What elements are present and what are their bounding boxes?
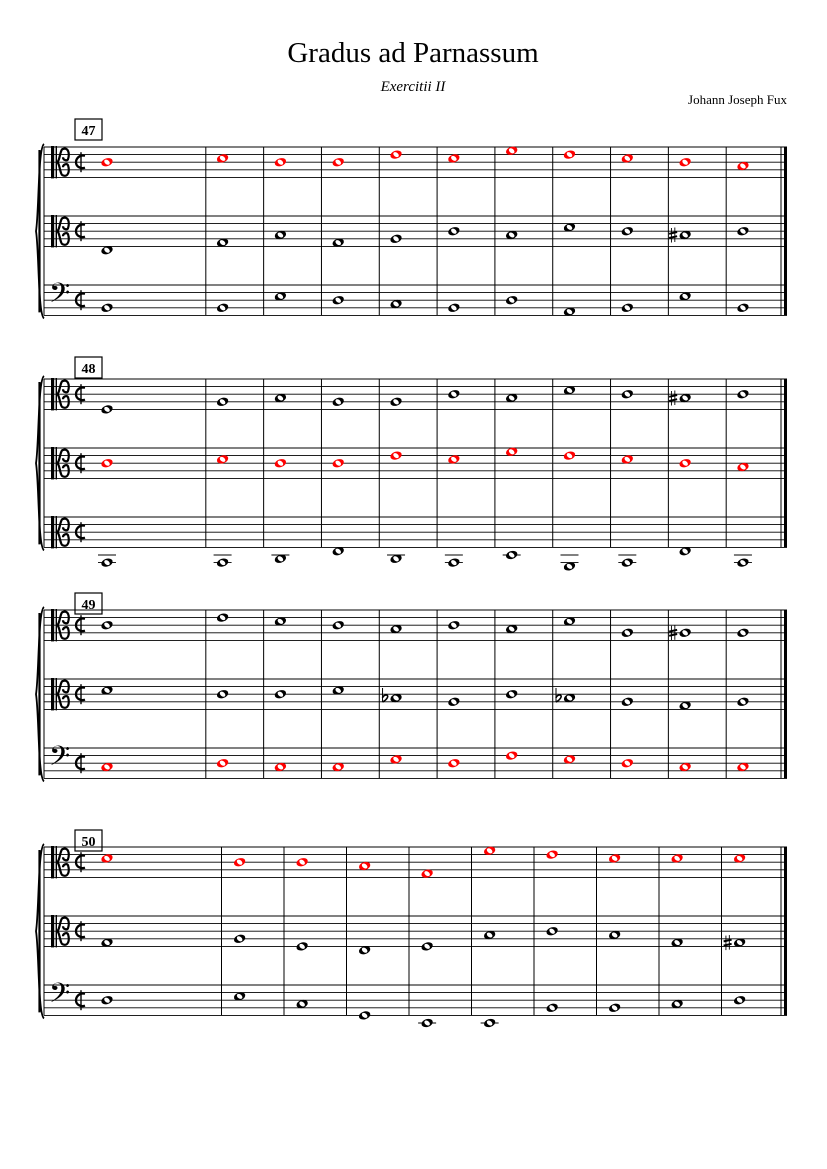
final-barline-thick bbox=[784, 147, 787, 315]
alto-staff bbox=[44, 915, 787, 956]
alto-staff bbox=[44, 446, 787, 479]
alto-clef-curve bbox=[57, 218, 69, 232]
alto-staff bbox=[44, 845, 787, 879]
measure-number: 47 bbox=[81, 124, 96, 139]
alto-clef-bar bbox=[56, 447, 57, 479]
measure-number: 48 bbox=[81, 362, 96, 377]
measure-number: 49 bbox=[81, 598, 96, 613]
alto-clef-bar bbox=[56, 146, 57, 178]
sharp-accidental bbox=[669, 391, 677, 406]
final-barline-thick bbox=[784, 379, 787, 547]
alto-clef-bar bbox=[56, 846, 57, 878]
alto-clef-curve bbox=[57, 149, 69, 163]
alto-clef-bar bbox=[51, 146, 54, 178]
measure-number-box bbox=[75, 357, 102, 378]
alto-clef-curve bbox=[57, 862, 69, 876]
sharp-accidental bbox=[669, 228, 677, 243]
alto-staff bbox=[44, 609, 787, 641]
alto-clef-bar bbox=[56, 516, 57, 548]
alto-clef-curve bbox=[57, 463, 69, 477]
bass-staff bbox=[44, 976, 787, 1028]
measure-number: 50 bbox=[81, 835, 96, 850]
alto-clef-bar bbox=[51, 678, 54, 710]
score-system bbox=[36, 119, 787, 318]
sharp-accidental bbox=[724, 935, 732, 950]
alto-staff bbox=[44, 215, 787, 256]
alto-clef-curve bbox=[57, 625, 69, 639]
alto-clef-bar bbox=[51, 846, 54, 878]
alto-clef-curve bbox=[57, 231, 69, 245]
bass-staff bbox=[44, 276, 787, 317]
alto-clef-bar bbox=[51, 516, 54, 548]
flat-accidental bbox=[383, 688, 388, 702]
score-subtitle: Exercitii II bbox=[380, 79, 446, 95]
alto-clef-curve bbox=[57, 694, 69, 708]
bass-clef: 𝄢 bbox=[49, 276, 71, 316]
alto-clef-curve bbox=[57, 849, 69, 863]
alto-clef-bar bbox=[51, 609, 54, 641]
score-systems bbox=[36, 119, 787, 1029]
alto-clef-bar bbox=[51, 447, 54, 479]
alto-clef-bar bbox=[51, 915, 54, 947]
alto-staff bbox=[44, 145, 787, 178]
alto-clef-bar bbox=[56, 678, 57, 710]
score-title: Gradus ad Parnassum bbox=[287, 37, 539, 69]
measure-number-box bbox=[75, 593, 102, 614]
final-barline-thick bbox=[784, 610, 787, 778]
alto-clef-curve bbox=[57, 381, 69, 395]
alto-clef-curve bbox=[57, 931, 69, 945]
alto-clef-curve bbox=[57, 532, 69, 546]
score-system bbox=[36, 593, 787, 781]
alto-clef-bar bbox=[51, 378, 54, 410]
alto-clef-bar bbox=[56, 915, 57, 947]
measure-number-box bbox=[75, 830, 102, 851]
alto-clef-curve bbox=[57, 162, 69, 176]
alto-staff bbox=[44, 516, 787, 572]
alto-clef-curve bbox=[57, 681, 69, 695]
alto-staff bbox=[44, 378, 787, 415]
alto-clef-curve bbox=[57, 519, 69, 533]
bass-staff bbox=[44, 739, 787, 778]
bass-clef: 𝄢 bbox=[49, 976, 71, 1016]
flat-accidental bbox=[556, 688, 561, 702]
alto-clef-curve bbox=[57, 918, 69, 932]
bass-clef: 𝄢 bbox=[49, 739, 71, 779]
score-system bbox=[36, 357, 787, 572]
alto-clef-curve bbox=[57, 612, 69, 626]
alto-clef-bar bbox=[51, 215, 54, 247]
score-system bbox=[36, 830, 787, 1029]
composer-name: Johann Joseph Fux bbox=[688, 92, 787, 107]
alto-clef-bar bbox=[56, 609, 57, 641]
alto-clef-bar bbox=[56, 215, 57, 247]
alto-clef-curve bbox=[57, 394, 69, 408]
alto-staff bbox=[44, 678, 787, 711]
measure-number-box bbox=[75, 119, 102, 140]
final-barline-thick bbox=[784, 847, 787, 1015]
alto-clef-curve bbox=[57, 450, 69, 464]
alto-clef-bar bbox=[56, 378, 57, 410]
